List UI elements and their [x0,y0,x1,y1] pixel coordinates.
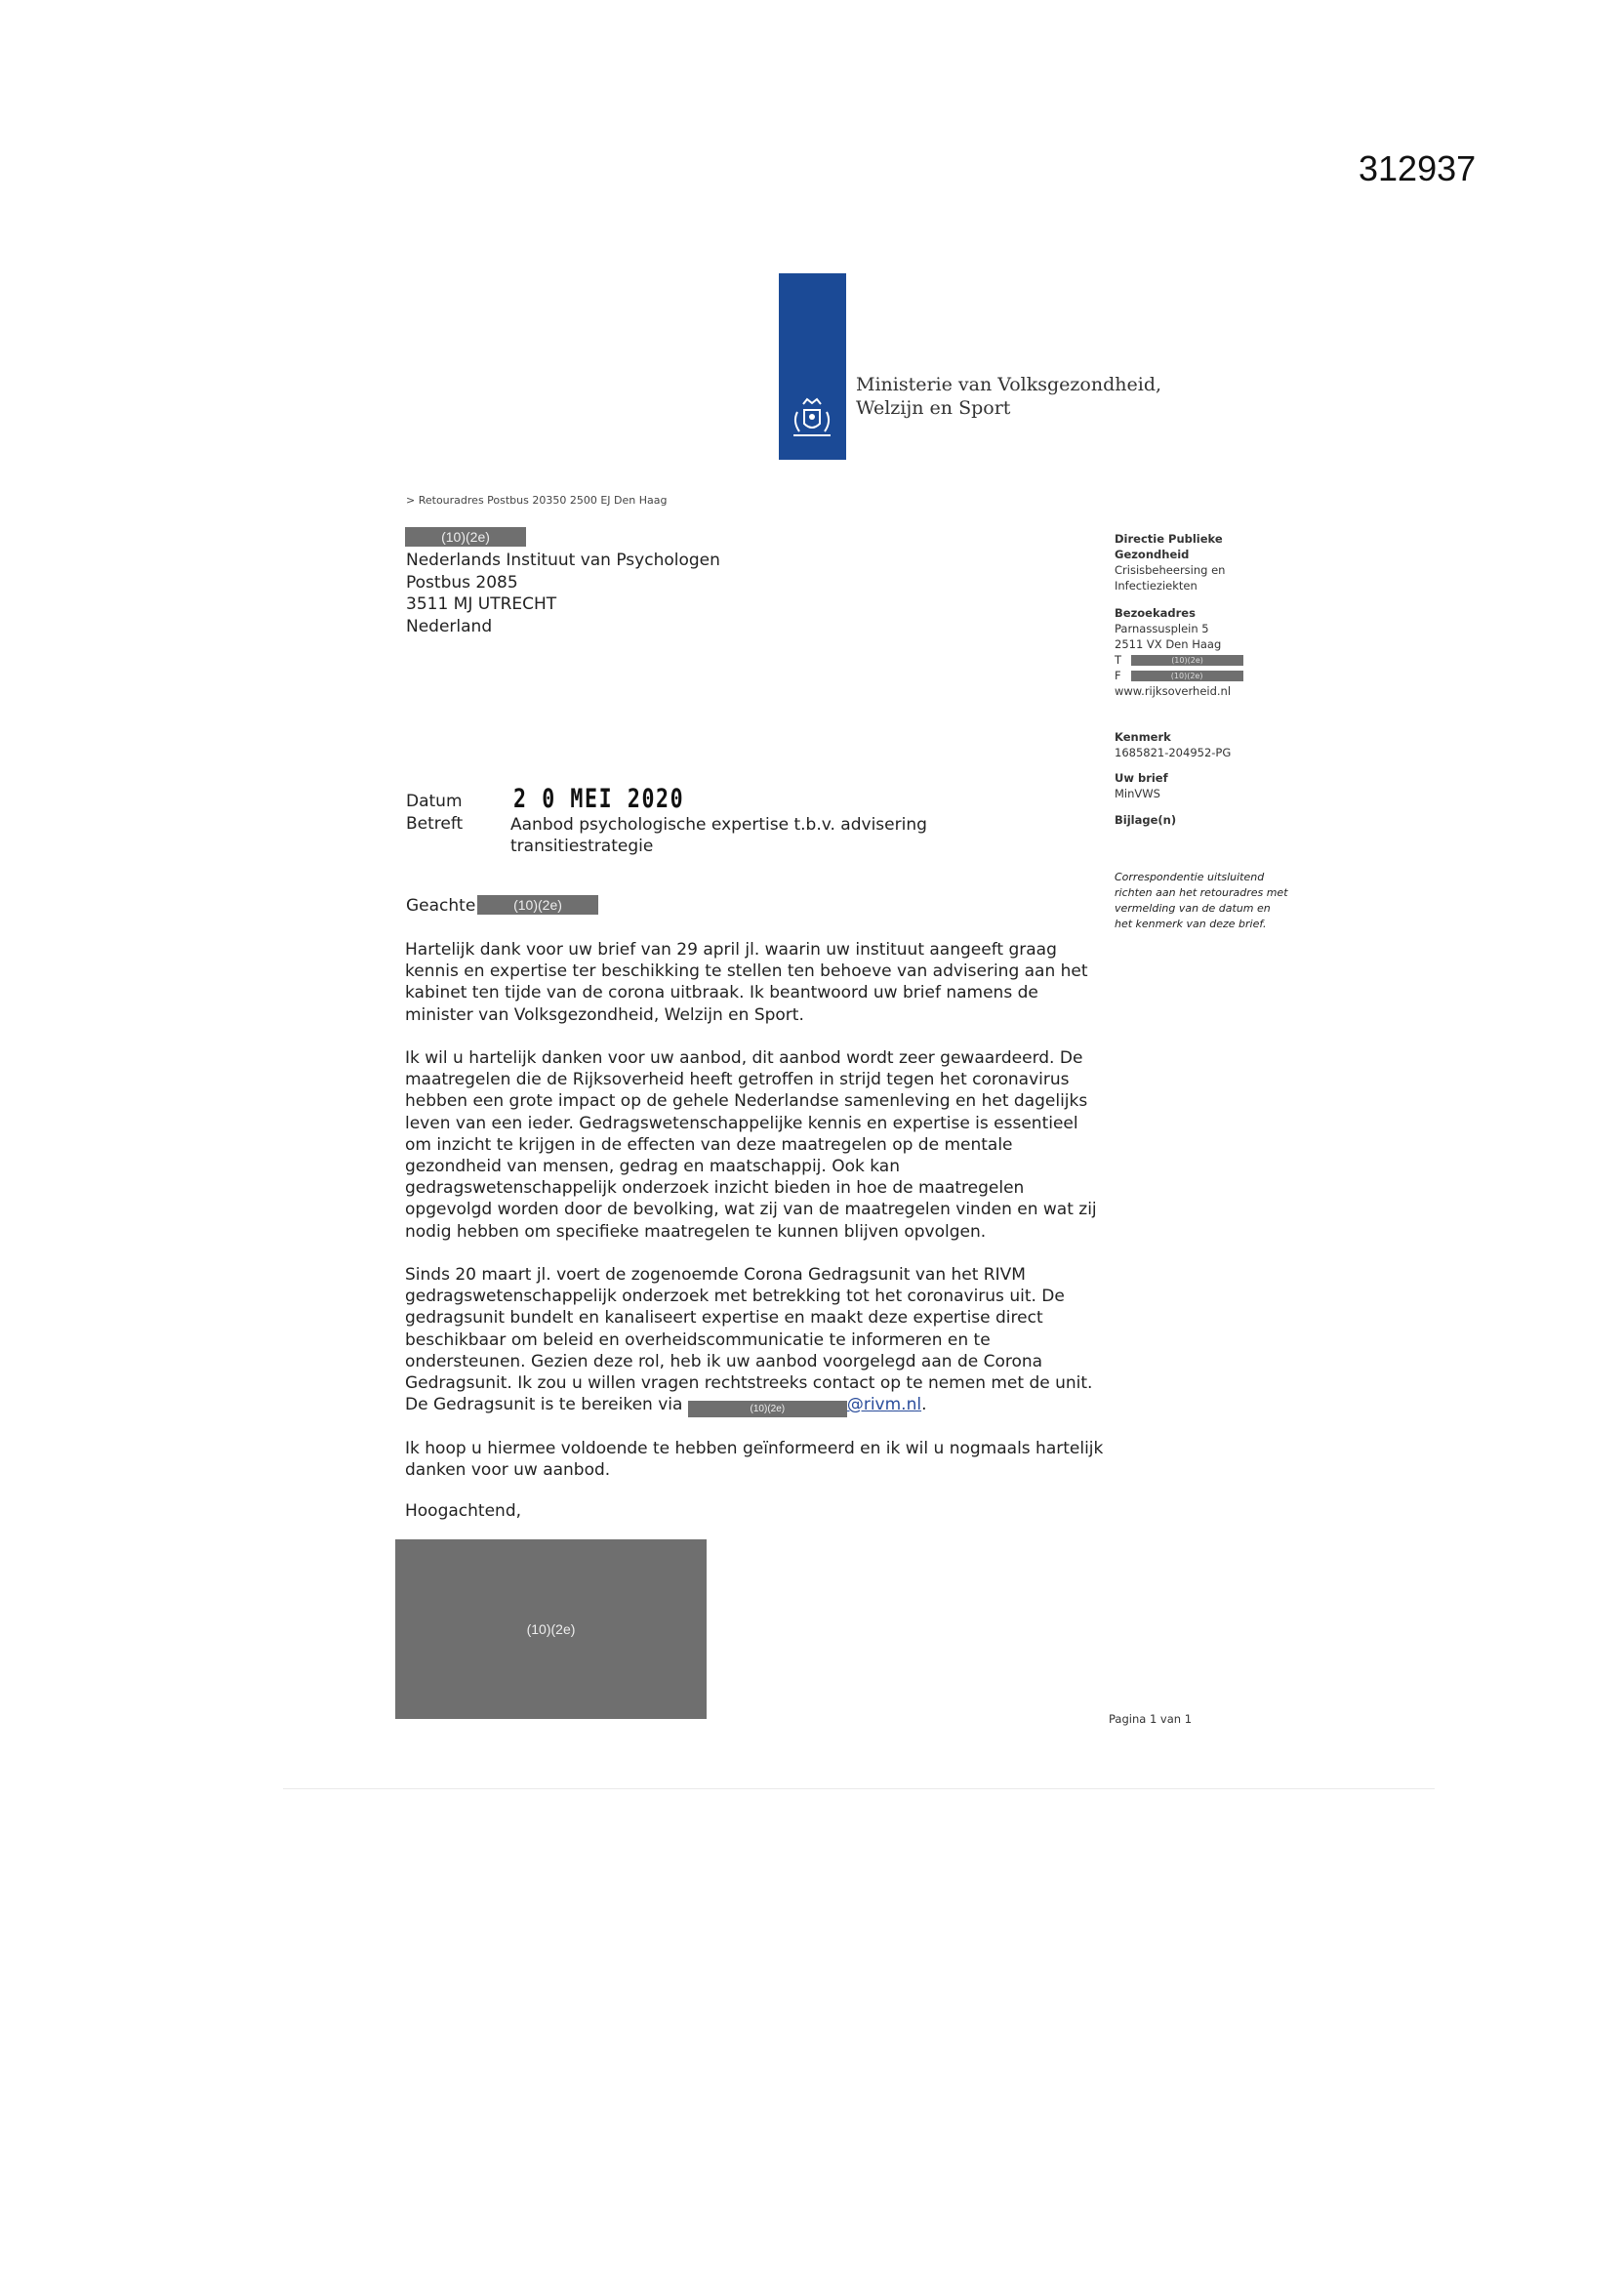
department-sub-line2: Infectieziekten [1115,579,1198,593]
subject-value: Aanbod psychologische expertise t.b.v. advisering transitiestrategie [510,815,927,856]
closing: Hoogachtend, [405,1501,522,1521]
phone-line [1115,652,1290,668]
return-address: > Retouradres Postbus 20350 2500 EJ Den Haag [406,494,668,507]
website: www.rijksoverheid.nl [1115,684,1232,698]
recipient-line3: 3511 MJ UTRECHT [406,594,557,614]
phone-prefix: T [1115,653,1122,667]
sidebar-visiting-address [1115,605,1290,699]
sidebar-enclosures [1115,812,1290,828]
department-title-line1: Directie Publieke [1115,532,1223,546]
sidebar-your-letter [1115,770,1290,801]
paragraph-text: Sinds 20 maart jl. voert de zogenoemde Corona Gedragsunit van het RIVM gedragswetenschappelijk onderzoek met betrekking tot het coronavirus uit. De gedragsunit bundelt en kanaliseert expertise en maakt deze expertise direct beschikbaar om beleid en overheidscommunicatie te informeren en te ondersteunen. Gezien deze rol, heb ik uw aanbod voorgelegd aan de Corona Gedragsunit. Ik zou u willen vragen rechtstreeks contact op te nemen met de unit. De Gedragsunit is te bereiken via [405,1265,1093,1415]
date-label: Datum [406,792,463,811]
visit-line1: Parnassusplein 5 [1115,622,1209,635]
document-number: 312937 [1359,148,1477,188]
page-number: Pagina 1 van 1 [1109,1712,1193,1726]
salutation-name-redaction: (10)(2e) [477,895,598,915]
ministry-name [856,373,1161,420]
royal-coat-of-arms-icon [784,390,840,447]
sidebar-department [1115,531,1290,593]
footer-divider [283,1788,1435,1789]
department-title-line2: Gezondheid [1115,548,1190,561]
signature-redaction: (10)(2e) [395,1539,707,1719]
ministry-name-line1: Ministerie van Volksgezondheid, [856,374,1162,395]
body-paragraph: Ik wil u hartelijk danken voor uw aanbod, dit aanbod wordt zeer gewaardeerd. De maatregelen die de Rijksoverheid heeft getroffen in strijd tegen het coronavirus hebben een grote impact op de gehele Nederlandse samenleving en het dagelijks leven van een ieder. Gedragswetenschappelijke kennis en expertise is essentieel om inzicht te krijgen in de effecten van deze maatregelen op de mentale gezondheid van mensen, gedrag en maatschappij. Ook kan gedragswetenschappelijk onderzoek inzicht bieden in hoe de maatregelen opgevolgd worden door de bevolking, wat zij van de maatregelen vinden en wat zij nodig hebben om specifieke maatregelen te kunnen blijven opvolgen. [405,1048,1097,1242]
your-letter-value: MinVWS [1115,787,1160,800]
recipient-line1: Nederlands Instituut van Psychologen [406,551,720,570]
paragraph-end: . [921,1395,927,1415]
fax-redaction: (10)(2e) [1131,671,1243,681]
body-paragraph [405,1264,1108,1417]
sidebar-correspondence-note: Correspondentie uitsluitend richten aan het retouradres met vermelding van de datum en het kenmerk van deze brief. [1115,871,1288,930]
phone-redaction: (10)(2e) [1131,655,1243,666]
fax-prefix: F [1115,669,1121,682]
reference-title: Kenmerk [1115,730,1171,744]
salutation: Geachte [406,896,476,916]
recipient-line4: Nederland [406,616,493,636]
email-redaction: (10)(2e) [688,1401,847,1417]
body-paragraph: Hartelijk dank voor uw brief van 29 april jl. waarin uw instituut aangeeft graag kennis en expertise ter beschikking te stellen ten behoeve van advisering aan het kabinet ten tijde van de corona uitbraak. Ik beantwoord uw brief namens de minister van Volksgezondheid, Welzijn en Sport. [405,940,1088,1025]
date-stamp: 2 0 MEI 2020 [513,784,685,814]
enclosures-title: Bijlage(n) [1115,813,1177,827]
recipient-line2: Postbus 2085 [406,572,518,593]
recipient-address [406,550,720,637]
your-letter-title: Uw brief [1115,771,1168,785]
visit-line2: 2511 VX Den Haag [1115,637,1222,651]
email-link[interactable]: @rivm.nl [846,1395,922,1415]
visit-title: Bezoekadres [1115,606,1196,620]
department-sub-line1: Crisisbeheersing en [1115,563,1226,577]
recipient-name-redaction: (10)(2e) [405,527,526,547]
subject-label: Betreft [406,814,464,834]
sidebar-reference [1115,729,1290,760]
fax-line [1115,668,1290,683]
ministry-name-line2: Welzijn en Sport [856,397,1011,419]
reference-value: 1685821-204952-PG [1115,746,1232,759]
body-paragraph: Ik hoop u hiermee voldoende te hebben geïnformeerd en ik wil u nogmaals hartelijk danken voor uw aanbod. [405,1439,1104,1481]
